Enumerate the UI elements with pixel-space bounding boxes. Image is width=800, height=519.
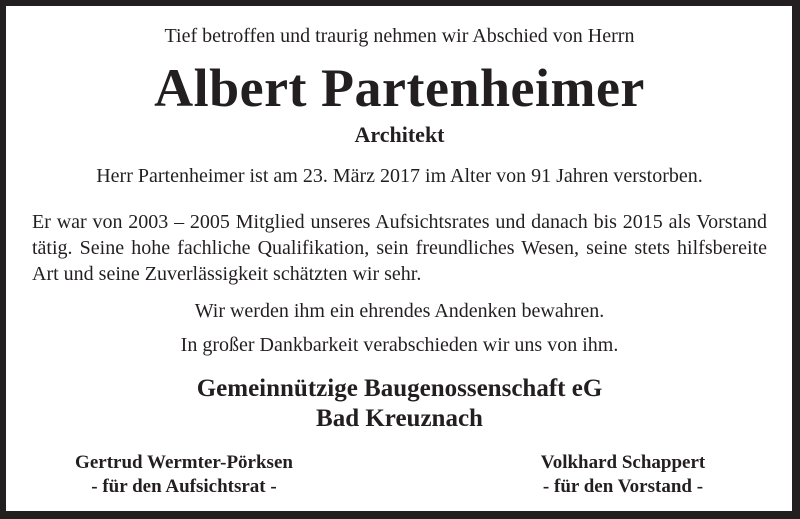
organization-block (32, 374, 767, 434)
death-announcement-line: Herr Partenheimer ist am 23. März 2017 im Alter von 91 Jahren verstorben. (96, 165, 703, 187)
signatory-name: Gertrud Wermter-Pörksen (75, 452, 293, 473)
intro-line: Tief betroffen und traurig nehmen wir Abschied von Herrn (164, 25, 635, 47)
tribute-paragraph: Er war von 2003 – 2005 Mitglied unseres Aufsichtsrates und danach bis 2015 als Vorstand tätig. Seine hohe fachliche Qualifikation, sein freundliches Wesen, seine stets hilfsbereite Art und seine Zuverlässigkeit schätzten wir sehr. (32, 211, 767, 285)
organization-name: Gemeinnützige Baugenossenschaft eG (196, 375, 603, 402)
notice-content (6, 23, 792, 434)
profession-subheading: Architekt (354, 122, 445, 147)
signatory-name: Volkhard Schappert (540, 452, 706, 473)
organization-location: Bad Kreuznach (316, 405, 483, 432)
signatures-row (6, 451, 792, 499)
remembrance-line: Wir werden ihm ein ehrendes Andenken bewahren. (194, 300, 605, 322)
signatory-vorstand (471, 451, 775, 499)
signatory-role: - für den Aufsichtsrat - (91, 476, 277, 497)
deceased-name-heading: Albert Partenheimer (154, 58, 645, 118)
signatory-role: - für den Vorstand - (542, 476, 704, 497)
farewell-line: In großer Dankbarkeit verabschieden wir uns von ihm. (180, 334, 619, 356)
signatory-aufsichtsrat (32, 451, 336, 499)
